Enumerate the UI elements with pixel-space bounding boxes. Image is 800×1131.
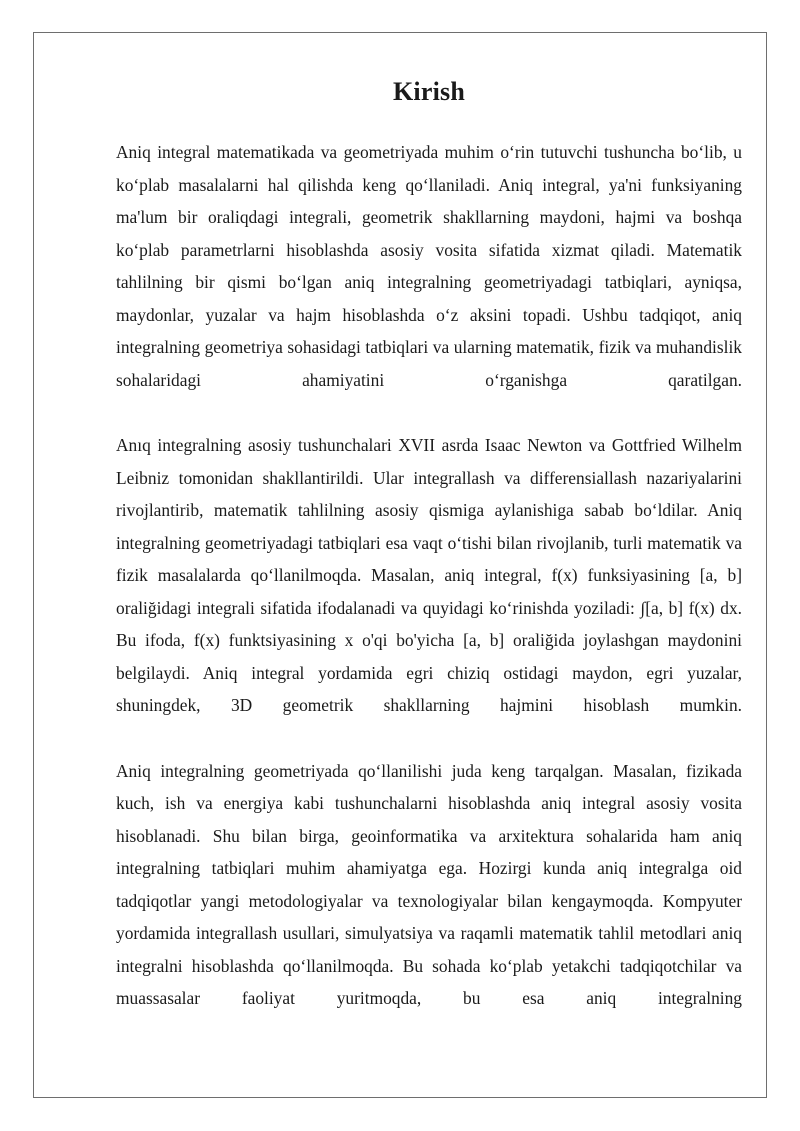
paragraph-applications: Aniq integralning geometriyada qo‘llanilishi juda keng tarqalgan. Masalan, fizikada kuch, ish va energiya kabi tushunchalarni hisoblashda aniq integral asosiy vosita hisoblanadi. Shu bilan birga, geoinformatika va arxitektura sohalarida ham aniq integralning tatbiqlari muhim ahamiyatga ega. Hozirgi kunda aniq integralga oid tadqiqotlar yangi metodologiyalar va texnologiyalar bilan kengaymoqda. Kompyuter yordamida integrallash usullari, simulyatsiya va raqamli matematik tahlil metodlari aniq integralni hisoblashda qo‘llanilmoqda. Bu sohada ko‘plab yetakchi tadqiqotchilar va muassasalar faoliyat yuritmoqda, bu esa aniq integralning (116, 760, 742, 1008)
document-body (116, 72, 742, 1048)
paragraph-intro: Aniq integral matematikada va geometriyada muhim o‘rin tutuvchi tushuncha bo‘lib, u ko‘plab masalalarni hal qilishda keng qo‘llaniladi. Aniq integral, ya'ni funksiyaning ma'lum bir oraliqdagi integrali, geometrik shakllarning maydoni, hajmi va boshqa ko‘plab parametrlarni hisoblashda asosiy vosita sifatida xizmat qiladi. Matematik tahlilning bir qismi bo‘lgan aniq integralning geometriyadagi tatbiqlari, ayniqsa, maydonlar, yuzalar va hajm hisoblashda o‘z aksini topadi. Ushbu tadqiqot, aniq integralning geometriya sohasidagi tatbiqlari va ularning matematik, fizik va muhandislik sohalaridagi ahamiyatini o‘rganishga qaratilgan. (116, 142, 742, 390)
paragraph-history: Anıq integralning asosiy tushunchalari XVII asrda Isaac Newton va Gottfried Wilhelm Leibniz tomonidan shakllantirildi. Ular integrallash va differensiallash nazariyalarini rivojlantirib, matematik tahlilning asosiy qismiga aylanishiga sabab bo‘ldilar. Aniq integralning geometriyadagi tatbiqlari esa vaqt o‘tishi bilan rivojlanib, turli matematik va fizik masalalarda qo‘llanilmoqda. Masalan, aniq integral, f(x) funksiyasining [a, b] oraliğidagi integrali sifatida ifodalanadi va quyidagi ko‘rinishda yoziladi: ∫[a, b] f(x) dx. Bu ifoda, f(x) funktsiyasining x o'qi bo'yicha [a, b] oraliğida joylashgan maydonini belgilaydi. Aniq integral yordamida egri chiziq ostidagi maydon, egri yuzalar, shuningdek, 3D geometrik shakllarning hajmini hisoblash mumkin. (116, 435, 742, 715)
page-title: Kirish (393, 77, 465, 106)
